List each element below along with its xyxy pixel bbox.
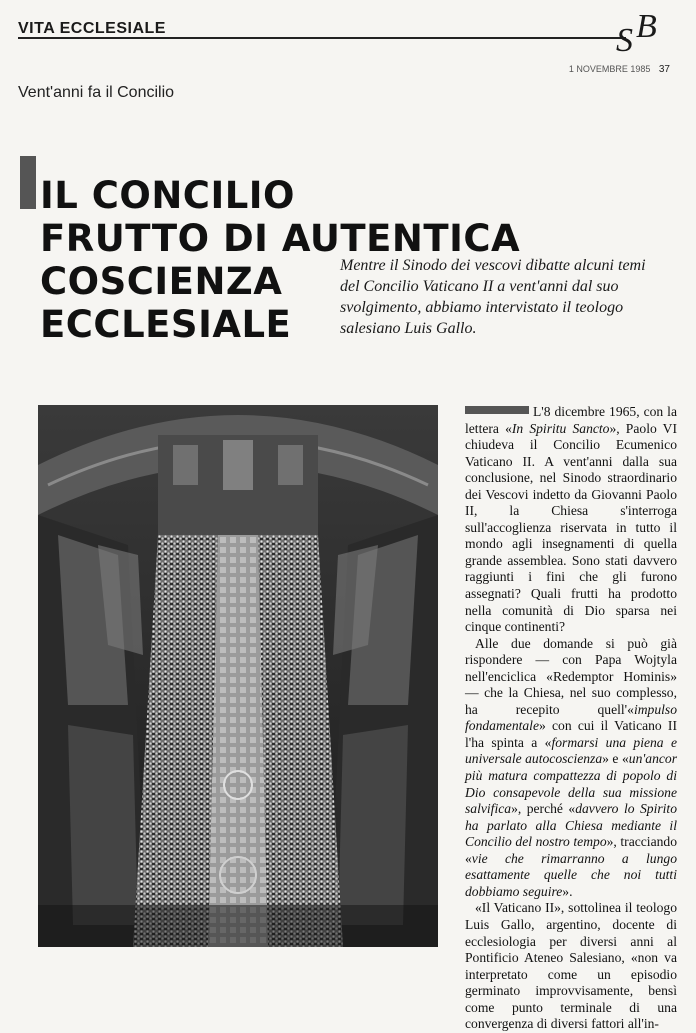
basilica-council-photo	[38, 405, 438, 947]
show-through-texture	[575, 330, 675, 390]
text-run: », Paolo VI chiudeva il Concilio Ecumenico Vaticano II. A vent'anni dalla sua conclusione, nel Sinodo straordinario dei Vescovi indetto da Giovanni Paolo II, la Chiesa s'interroga sull'accoglienza riservata in tutto il mondo agli insegnamenti di quella grande assemblea. Sono stati davvero raggiunti i fini che gli furono assegnati? Quali frutti ha prodotto nella comunità di Dio sparsa nei cinque continenti?	[465, 420, 677, 635]
header-rule	[18, 37, 626, 39]
show-through-texture	[575, 84, 675, 254]
title-line: COSCIENZA	[40, 260, 283, 303]
article-deck: Mentre il Sinodo dei vescovi dibatte alcuni temi del Concilio Vaticano II a vent'anni dal suo svolgimento, abbiamo intervistato il teologo salesiano Luis Gallo.	[340, 257, 646, 337]
paragraph	[465, 636, 677, 901]
sb-logo	[616, 8, 666, 59]
text-run: ».	[562, 883, 573, 899]
text-run: L'8 dicembre 1965, con la lettera «	[465, 404, 677, 436]
italic-run: un'ancor più matura compattezza di popolo di Dio consapevole della sua missione salvifica	[465, 751, 677, 817]
text-run: » e «	[602, 751, 629, 767]
logo-letter-b: B	[636, 8, 657, 45]
italic-run: vie che rimarranno a lungo esattamente quelle che noi tutti dobbiamo seguire	[465, 850, 677, 899]
italic-run: impulso fondamentale	[465, 701, 677, 734]
section-label: VITA ECCLESIALE	[18, 20, 166, 37]
italic-run: davvero lo Spirito ha parlato alla Chiesa mediante il Concilio del nostro tempo	[465, 801, 677, 850]
title-line: ECCLESIALE	[40, 303, 292, 346]
text-run: », tracciando «	[465, 834, 677, 866]
lead-bar	[465, 406, 529, 414]
text-run: Alle due domande si può già rispondere — con Papa Wojtyla nell'enciclica «Redemptor Hominis» — che la Chiesa, nel suo complesso, ha recepito quell'«	[465, 635, 677, 717]
dateline	[569, 64, 670, 75]
title-line: FRUTTO DI AUTENTICA	[40, 217, 521, 260]
title-line: IL CONCILIO	[40, 174, 296, 217]
logo-letter-s: S	[616, 22, 633, 59]
issue-date: 1 NOVEMBRE 1985	[568, 64, 651, 74]
text-run: » con cui il Vaticano II l'ha spinta a «	[465, 718, 677, 750]
paragraph	[465, 404, 677, 636]
italic-run: formarsi una piena e universale autocoscienza	[465, 734, 677, 767]
paragraph: «Il Vaticano II», sottolinea il teologo Luis Gallo, argentino, docente di ecclesiologia per diversi anni al Pontificio Ateneo Salesiano, «non va interpretato come un episodio germinato improvvisamente, bensì come punto terminale di una convergenza di diversi fattori all'in-	[465, 900, 677, 1032]
page-number: 37	[658, 64, 670, 75]
text-run: », perché «	[511, 801, 576, 817]
article-body	[465, 404, 677, 1033]
title-dropcap-bar	[20, 156, 36, 209]
kicker: Vent'anni fa il Concilio	[18, 84, 175, 101]
show-through-texture	[18, 95, 158, 150]
italic-run: In Spiritu Sancto	[511, 420, 610, 436]
